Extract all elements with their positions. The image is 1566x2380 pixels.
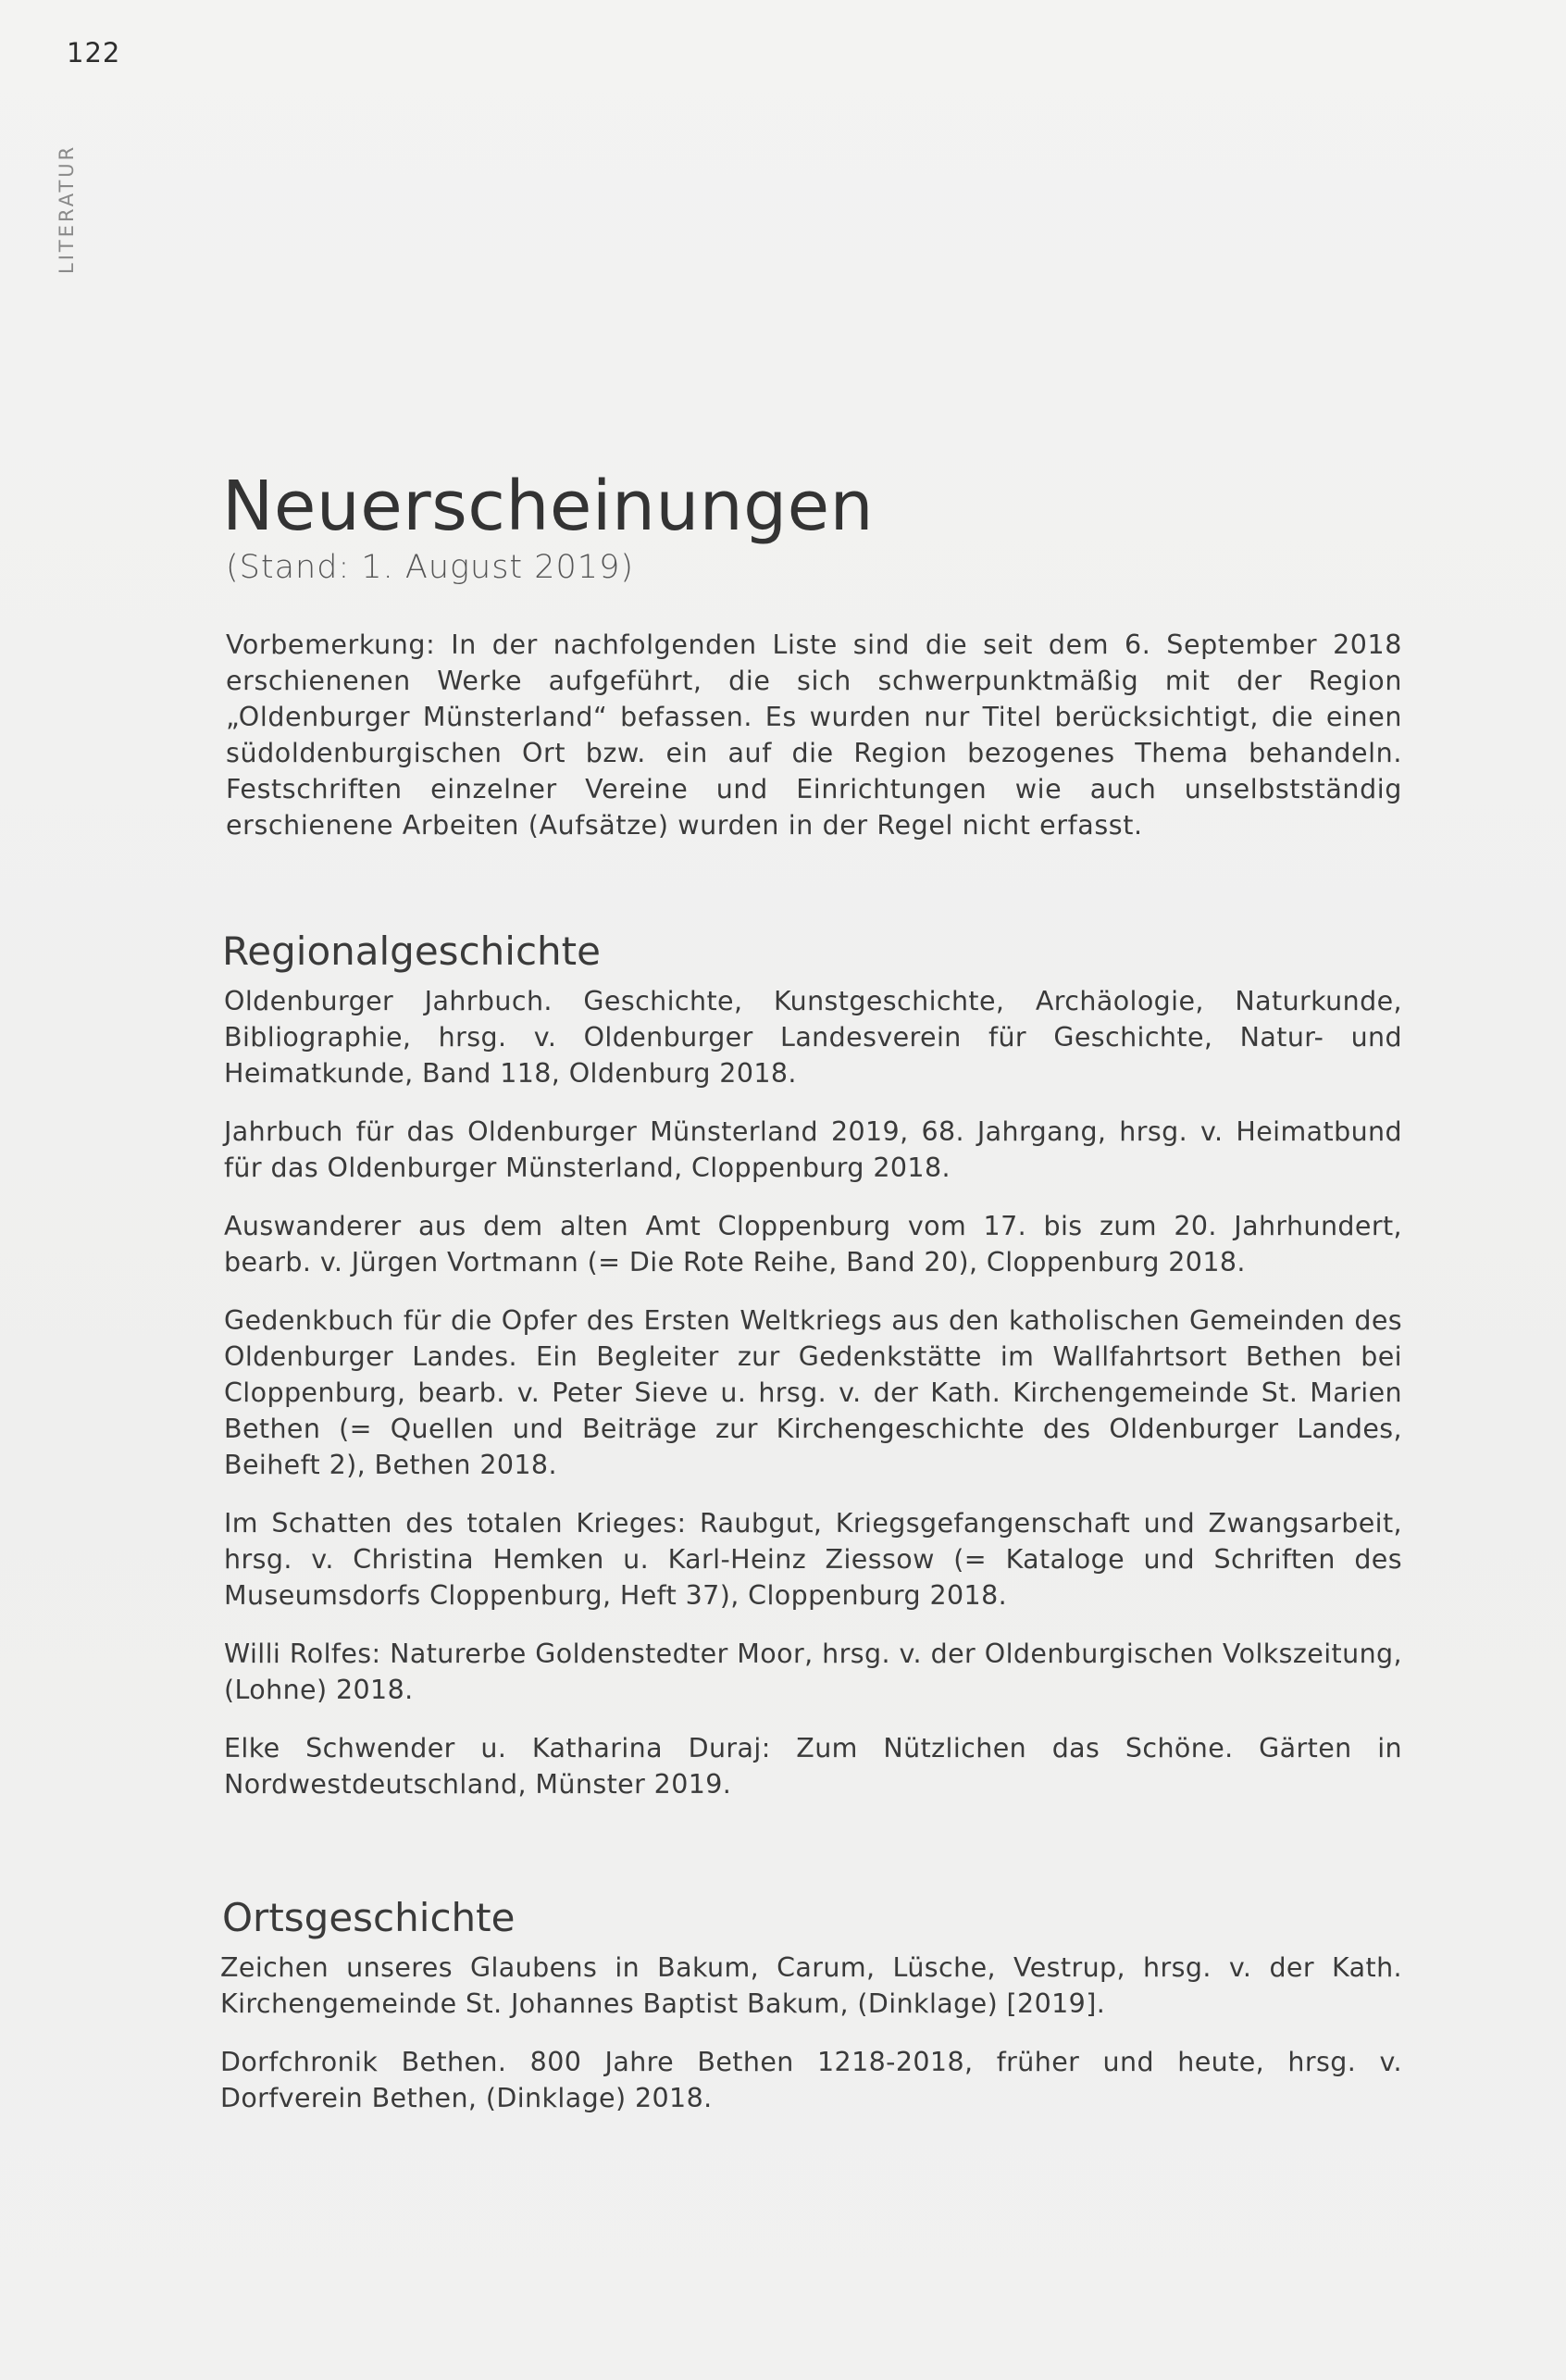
list-item: Willi Rolfes: Naturerbe Goldenstedter Moor, hrsg. v. der Oldenburgischen Volkszeitung, (Lohne) 2018.	[224, 1639, 1402, 1705]
entry-list	[220, 1950, 1402, 2116]
list-item: Gedenkbuch für die Opfer des Ersten Weltkriegs aus den katholischen Gemeinden des Oldenburger Landes. Ein Begleiter zur Gedenkstätte im Wallfahrtsort Bethen bei Cloppenburg, bearb. v. Peter Sieve u. hrsg. v. der Kath. Kirchengemeinde St. Marien Bethen (= Quellen und Beiträge zur Kirchengeschichte des Oldenburger Landes, Beiheft 2), Bethen 2018.	[224, 1305, 1402, 1480]
list-item: Jahrbuch für das Oldenburger Münsterland 2019, 68. Jahrgang, hrsg. v. Heimatbund für das Oldenburger Münsterland, Cloppenburg 2018.	[224, 1116, 1402, 1183]
entry-list	[224, 983, 1402, 1802]
intro-paragraph: Vorbemerkung: In der nachfolgenden Liste sind die seit dem 6. September 2018 erschienenen Werke aufgeführt, die sich schwerpunktmäßig mit der Region „Oldenburger Münsterland“ befassen. Es wurden nur Titel berücksichtigt, die einen südoldenburgischen Ort bzw. ein auf die Region bezogenes Thema behandeln. Festschriften einzelner Vereine und Einrichtungen wie auch unselbstständig erschienene Arbeiten (Aufsätze) wurden in der Regel nicht erfasst.	[226, 629, 1402, 841]
page-number: 122	[67, 37, 121, 69]
list-item: Dorfchronik Bethen. 800 Jahre Bethen 1218-2018, früher und heute, hrsg. v. Dorfverein Bethen, (Dinklage) 2018.	[220, 2047, 1402, 2113]
list-item: Auswanderer aus dem alten Amt Cloppenburg vom 17. bis zum 20. Jahrhundert, bearb. v. Jürgen Vortmann (= Die Rote Reihe, Band 20), Cloppenburg 2018.	[224, 1211, 1402, 1277]
section-regionalgeschichte	[222, 926, 1402, 1802]
running-head: LITERATUR	[56, 143, 78, 274]
list-item: Oldenburger Jahrbuch. Geschichte, Kunstgeschichte, Archäologie, Naturkunde, Bibliographie, hrsg. v. Oldenburger Landesverein für Geschichte, Natur- und Heimatkunde, Band 118, Oldenburg 2018.	[224, 986, 1402, 1089]
section-heading: Regionalgeschichte	[222, 928, 601, 974]
list-item: Zeichen unseres Glaubens in Bakum, Carum, Lüsche, Vestrup, hrsg. v. der Kath. Kirchengemeinde St. Johannes Baptist Bakum, (Dinklage) [2019].	[220, 1952, 1402, 2019]
page-subtitle: (Stand: 1. August 2019)	[226, 549, 635, 586]
section-ortsgeschichte	[222, 1892, 1402, 2116]
list-item: Elke Schwender u. Katharina Duraj: Zum Nützlichen das Schöne. Gärten in Nordwestdeutschland, Münster 2019.	[224, 1733, 1402, 1800]
section-heading: Ortsgeschichte	[222, 1895, 516, 1940]
list-item: Im Schatten des totalen Krieges: Raubgut, Kriegsgefangenschaft und Zwangsarbeit, hrsg. v. Christina Hemken u. Karl-Heinz Ziessow (= Kataloge und Schriften des Museumsdorfs Cloppenburg, Heft 37), Cloppenburg 2018.	[224, 1508, 1402, 1611]
article	[222, 467, 1402, 2116]
page-title: Neuerscheinungen	[222, 467, 875, 546]
